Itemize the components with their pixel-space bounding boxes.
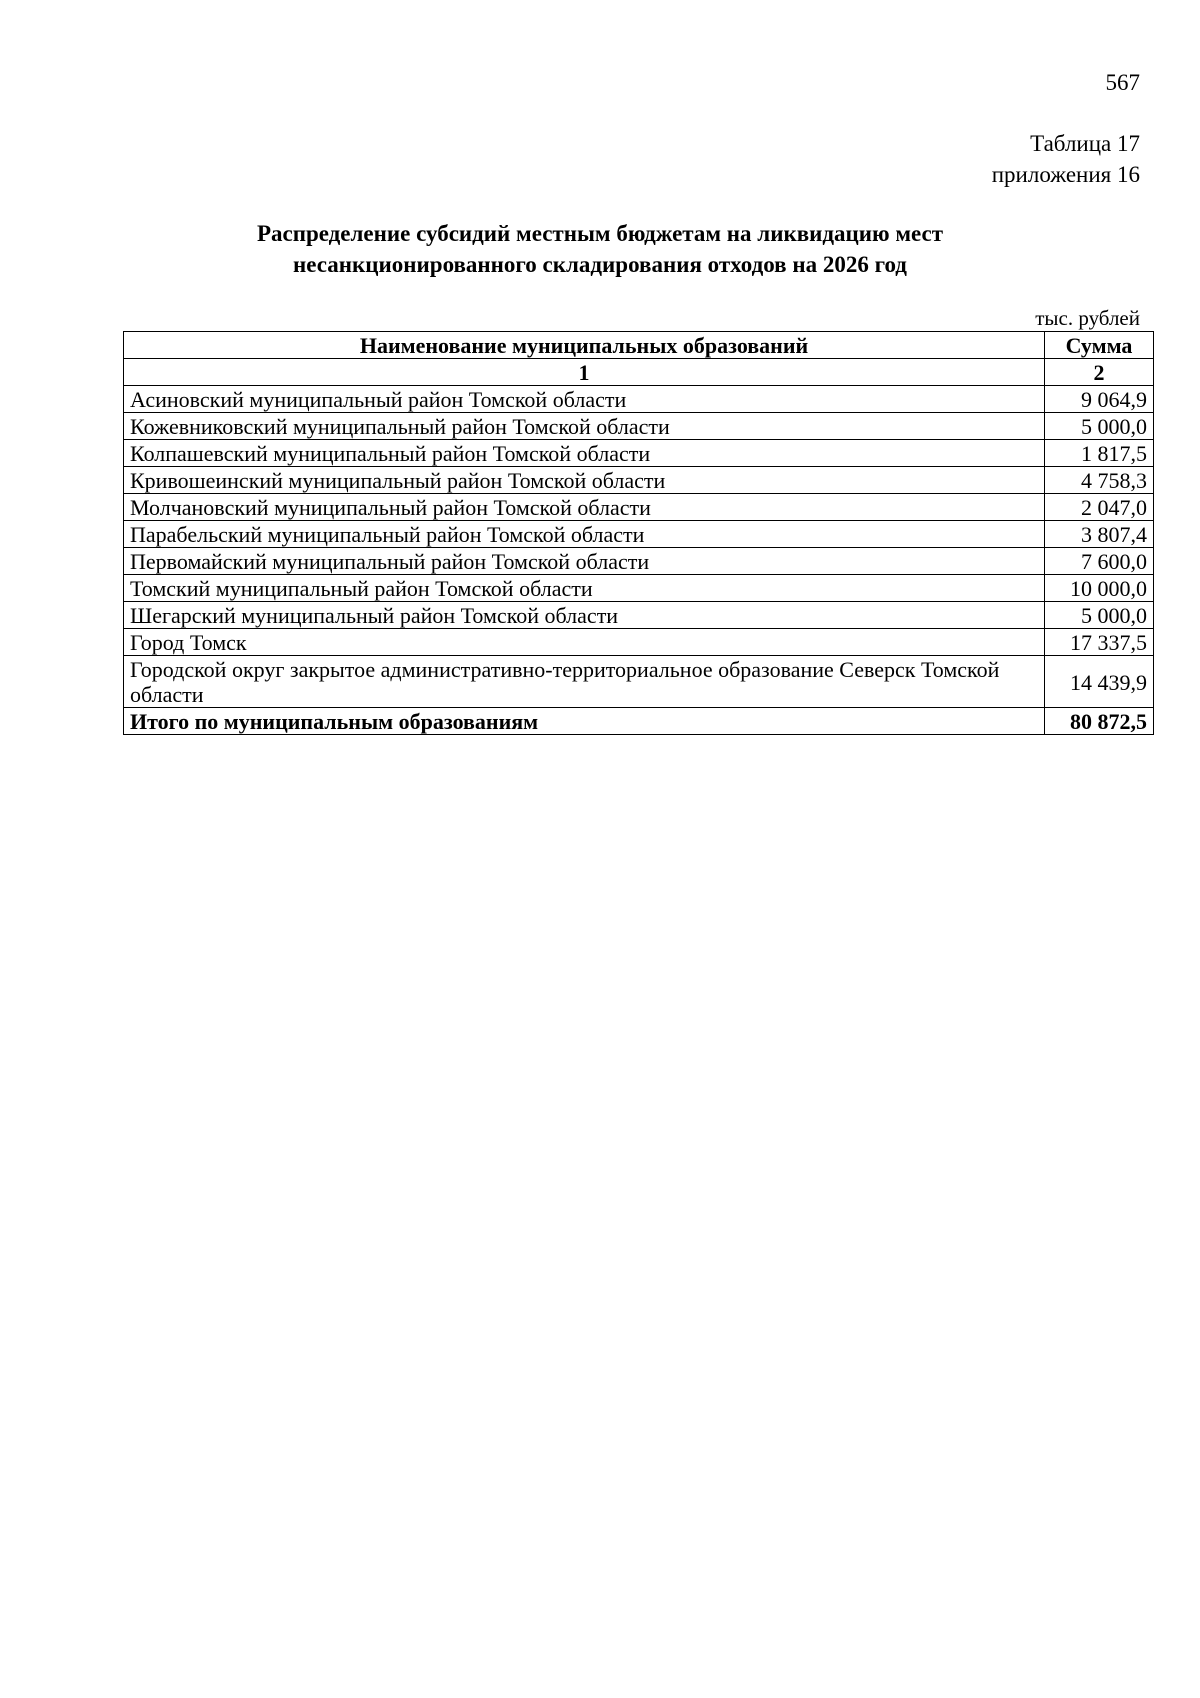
total-label: Итого по муниципальным образованиям: [124, 708, 1045, 735]
column-numbers-row: [124, 359, 1154, 386]
subsidy-amount: 1 817,5: [1045, 440, 1154, 467]
municipality-name: Город Томск: [124, 629, 1045, 656]
page-number: 567: [1105, 70, 1140, 95]
municipality-name: Асиновский муниципальный район Томской области: [124, 386, 1045, 413]
table-row: [124, 413, 1154, 440]
document-title: [120, 218, 1080, 280]
municipality-name: Молчановский муниципальный район Томской области: [124, 494, 1045, 521]
subsidy-amount: 17 337,5: [1045, 629, 1154, 656]
column-number-2: 2: [1045, 359, 1154, 386]
subsidies-table: [123, 331, 1154, 735]
table-row: [124, 440, 1154, 467]
column-number-1: 1: [124, 359, 1045, 386]
subsidy-amount: 7 600,0: [1045, 548, 1154, 575]
header-name: Наименование муниципальных образований: [124, 332, 1045, 359]
municipality-name: Первомайский муниципальный район Томской области: [124, 548, 1045, 575]
table-number: Таблица 17: [1030, 131, 1140, 156]
table-row: [124, 602, 1154, 629]
municipality-name: Городской округ закрытое административно-территориальное образование Северск Томской области: [124, 656, 1045, 708]
table-row: [124, 656, 1154, 708]
table-reference: [992, 128, 1140, 190]
subsidy-amount: 4 758,3: [1045, 467, 1154, 494]
municipality-name: Колпашевский муниципальный район Томской области: [124, 440, 1045, 467]
subsidy-amount: 10 000,0: [1045, 575, 1154, 602]
table-row: [124, 386, 1154, 413]
subsidy-amount: 2 047,0: [1045, 494, 1154, 521]
total-amount: 80 872,5: [1045, 708, 1154, 735]
title-line-2: несанкционированного складирования отходов на 2026 год: [293, 252, 907, 277]
appendix-number: приложения 16: [991, 162, 1140, 187]
table-row: [124, 575, 1154, 602]
subsidy-amount: 5 000,0: [1045, 413, 1154, 440]
municipality-name: Кожевниковский муниципальный район Томской области: [124, 413, 1045, 440]
subsidy-amount: 5 000,0: [1045, 602, 1154, 629]
subsidy-amount: 14 439,9: [1045, 656, 1154, 708]
municipality-name: Томский муниципальный район Томской области: [124, 575, 1045, 602]
subsidy-amount: 3 807,4: [1045, 521, 1154, 548]
title-line-1: Распределение субсидий местным бюджетам на ликвидацию мест: [256, 221, 944, 246]
table-row: [124, 521, 1154, 548]
total-row: [124, 708, 1154, 735]
header-sum: Сумма: [1045, 332, 1154, 359]
municipality-name: Кривошеинский муниципальный район Томской области: [124, 467, 1045, 494]
table-row: [124, 548, 1154, 575]
subsidy-amount: 9 064,9: [1045, 386, 1154, 413]
table-row: [124, 629, 1154, 656]
table-row: [124, 494, 1154, 521]
municipality-name: Парабельский муниципальный район Томской области: [124, 521, 1045, 548]
units-label: тыс. рублей: [1035, 306, 1140, 330]
table-row: [124, 467, 1154, 494]
municipality-name: Шегарский муниципальный район Томской области: [124, 602, 1045, 629]
table-header-row: [124, 332, 1154, 359]
